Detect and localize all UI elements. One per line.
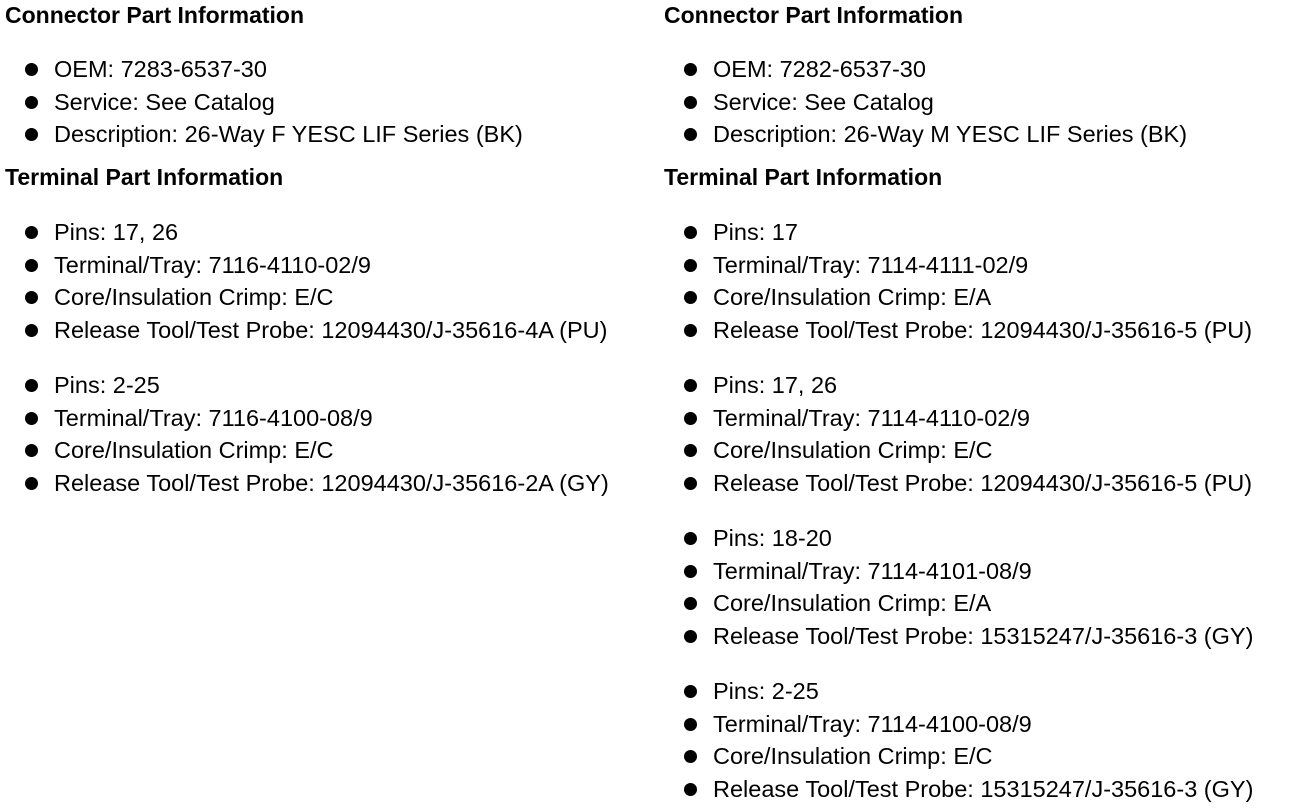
terminal-heading-left: Terminal Part Information (5, 164, 284, 190)
list-item: Core/Insulation Crimp: E/A (664, 587, 1253, 620)
bullet-icon (25, 63, 38, 76)
terminal-group-right-2 (664, 369, 1252, 499)
list-item: Release Tool/Test Probe: 15315247/J-35616-3 (GY) (664, 773, 1253, 806)
list-item: Service: See Catalog (5, 86, 523, 119)
list-item: Terminal/Tray: 7114-4101-08/9 (664, 555, 1253, 588)
list-item: Terminal/Tray: 7114-4100-08/9 (664, 708, 1253, 741)
terminal-group-right-1 (664, 216, 1252, 346)
bullet-icon (684, 783, 697, 796)
list-item: Core/Insulation Crimp: E/C (5, 434, 609, 467)
list-item: Terminal/Tray: 7114-4111-02/9 (664, 249, 1252, 282)
bullet-icon (684, 291, 697, 304)
list-item: Pins: 2-25 (664, 675, 1253, 708)
bullet-icon (25, 291, 38, 304)
list-item: Release Tool/Test Probe: 12094430/J-35616-2A (GY) (5, 467, 609, 500)
list-item: Release Tool/Test Probe: 12094430/J-35616-5 (PU) (664, 314, 1252, 347)
bullet-icon (684, 128, 697, 141)
list-item: Terminal/Tray: 7114-4110-02/9 (664, 402, 1252, 435)
terminal-group-right-4 (664, 675, 1253, 805)
list-item: Pins: 2-25 (5, 369, 609, 402)
bullet-icon (684, 259, 697, 272)
bullet-icon (684, 565, 697, 578)
list-item: Pins: 17, 26 (5, 216, 607, 249)
bullet-icon (684, 750, 697, 763)
terminal-heading-right: Terminal Part Information (664, 164, 943, 190)
bullet-icon (25, 379, 38, 392)
list-item: Core/Insulation Crimp: E/C (664, 434, 1252, 467)
connector-heading-right: Connector Part Information (664, 2, 964, 28)
bullet-icon (684, 444, 697, 457)
list-item: Release Tool/Test Probe: 12094430/J-35616-4A (PU) (5, 314, 607, 347)
bullet-icon (684, 477, 697, 490)
list-item: Terminal/Tray: 7116-4100-08/9 (5, 402, 609, 435)
list-item: Service: See Catalog (664, 86, 1187, 119)
list-item: OEM: 7282-6537-30 (664, 53, 1187, 86)
list-item: Terminal/Tray: 7116-4110-02/9 (5, 249, 607, 282)
bullet-icon (684, 63, 697, 76)
list-item: Description: 26-Way F YESC LIF Series (BK) (5, 118, 523, 151)
bullet-icon (684, 324, 697, 337)
bullet-icon (684, 96, 697, 109)
list-item: OEM: 7283-6537-30 (5, 53, 523, 86)
list-item: Description: 26-Way M YESC LIF Series (BK) (664, 118, 1187, 151)
bullet-icon (25, 444, 38, 457)
bullet-icon (684, 379, 697, 392)
connector-heading-left: Connector Part Information (5, 2, 305, 28)
list-item: Core/Insulation Crimp: E/C (664, 740, 1253, 773)
bullet-icon (684, 718, 697, 731)
bullet-icon (25, 128, 38, 141)
bullet-icon (25, 226, 38, 239)
bullet-icon (684, 685, 697, 698)
list-item: Pins: 17, 26 (664, 369, 1252, 402)
list-item: Release Tool/Test Probe: 12094430/J-35616-5 (PU) (664, 467, 1252, 500)
terminal-group-left-2 (5, 369, 609, 499)
bullet-icon (684, 630, 697, 643)
list-item: Pins: 18-20 (664, 522, 1253, 555)
bullet-icon (25, 96, 38, 109)
bullet-icon (684, 597, 697, 610)
list-item: Core/Insulation Crimp: E/A (664, 281, 1252, 314)
terminal-group-right-3 (664, 522, 1253, 652)
connector-list-left (5, 53, 523, 151)
terminal-group-left-1 (5, 216, 607, 346)
list-item: Release Tool/Test Probe: 15315247/J-35616-3 (GY) (664, 620, 1253, 653)
bullet-icon (25, 412, 38, 425)
bullet-icon (684, 412, 697, 425)
list-item: Core/Insulation Crimp: E/C (5, 281, 607, 314)
bullet-icon (25, 324, 38, 337)
bullet-icon (684, 226, 697, 239)
list-item: Pins: 17 (664, 216, 1252, 249)
bullet-icon (25, 259, 38, 272)
bullet-icon (684, 532, 697, 545)
bullet-icon (25, 477, 38, 490)
connector-list-right (664, 53, 1187, 151)
